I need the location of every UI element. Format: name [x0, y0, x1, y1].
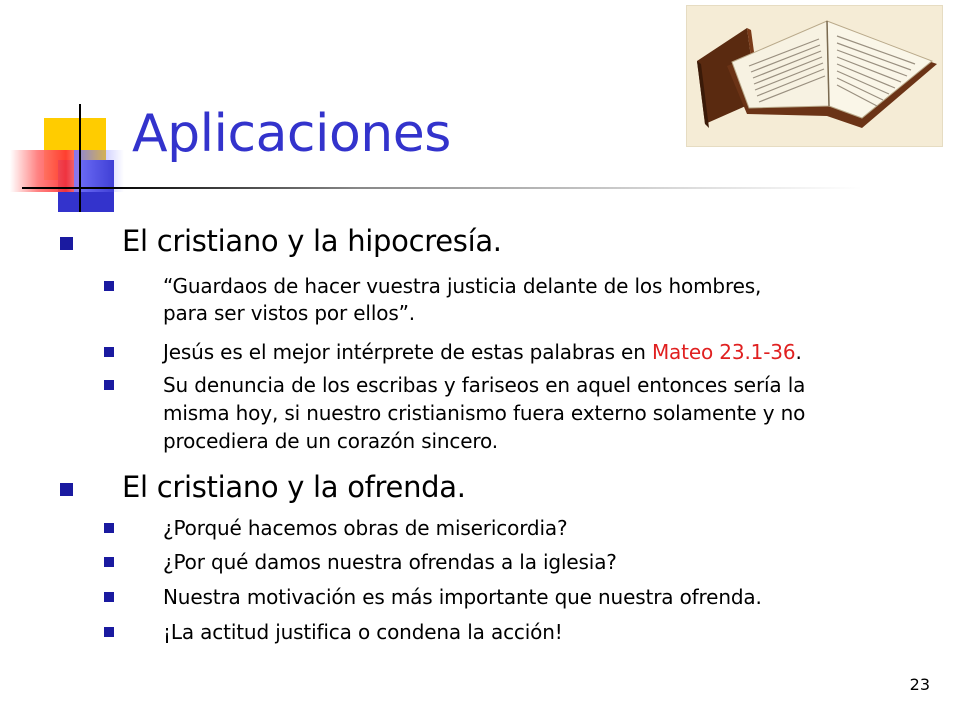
- bullet-icon: [104, 347, 114, 357]
- list-item-continuation: para ser vistos por ellos”.: [163, 301, 416, 325]
- open-bible-icon: [686, 5, 943, 147]
- list-item: ¿Porqué hacemos obras de misericordia?: [163, 516, 568, 540]
- bullet-icon: [104, 281, 114, 291]
- list-item: Su denuncia de los escribas y fariseos en aquel entonces sería la: [163, 373, 806, 397]
- list-item-continuation: misma hoy, si nuestro cristianismo fuera externo solamente y no: [163, 401, 806, 425]
- decor-red-bar: [10, 150, 80, 192]
- list-item: ¿Por qué damos nuestra ofrendas a la iglesia?: [163, 550, 617, 574]
- decor-vertical-line: [79, 104, 81, 212]
- bullet-icon: [104, 592, 114, 602]
- list-item-text: Jesús es el mejor intérprete de estas palabras en: [163, 340, 646, 364]
- bullet-icon: [104, 627, 114, 637]
- bullet-icon: [104, 523, 114, 533]
- bullet-icon: [60, 483, 73, 496]
- decor-fade-bar: [74, 150, 124, 192]
- page-number: 23: [909, 675, 930, 694]
- list-item-continuation: procediera de un corazón sincero.: [163, 429, 498, 453]
- list-item-period: .: [795, 340, 802, 364]
- section-heading-ofrenda: El cristiano y la ofrenda.: [122, 470, 466, 504]
- scripture-reference: Mateo 23.1-36: [651, 340, 796, 364]
- list-item: Nuestra motivación es más importante que nuestra ofrenda.: [163, 585, 762, 609]
- list-item: “Guardaos de hacer vuestra justicia delante de los hombres,: [163, 274, 762, 298]
- title-underline: [22, 187, 862, 189]
- slide-title: Aplicaciones: [132, 104, 451, 164]
- bullet-icon: [60, 237, 73, 250]
- bullet-icon: [104, 557, 114, 567]
- list-item: [163, 338, 802, 366]
- section-heading-hipocresia: El cristiano y la hipocresía.: [122, 224, 502, 258]
- list-item: ¡La actitud justifica o condena la acción!: [163, 620, 563, 644]
- bullet-icon: [104, 380, 114, 390]
